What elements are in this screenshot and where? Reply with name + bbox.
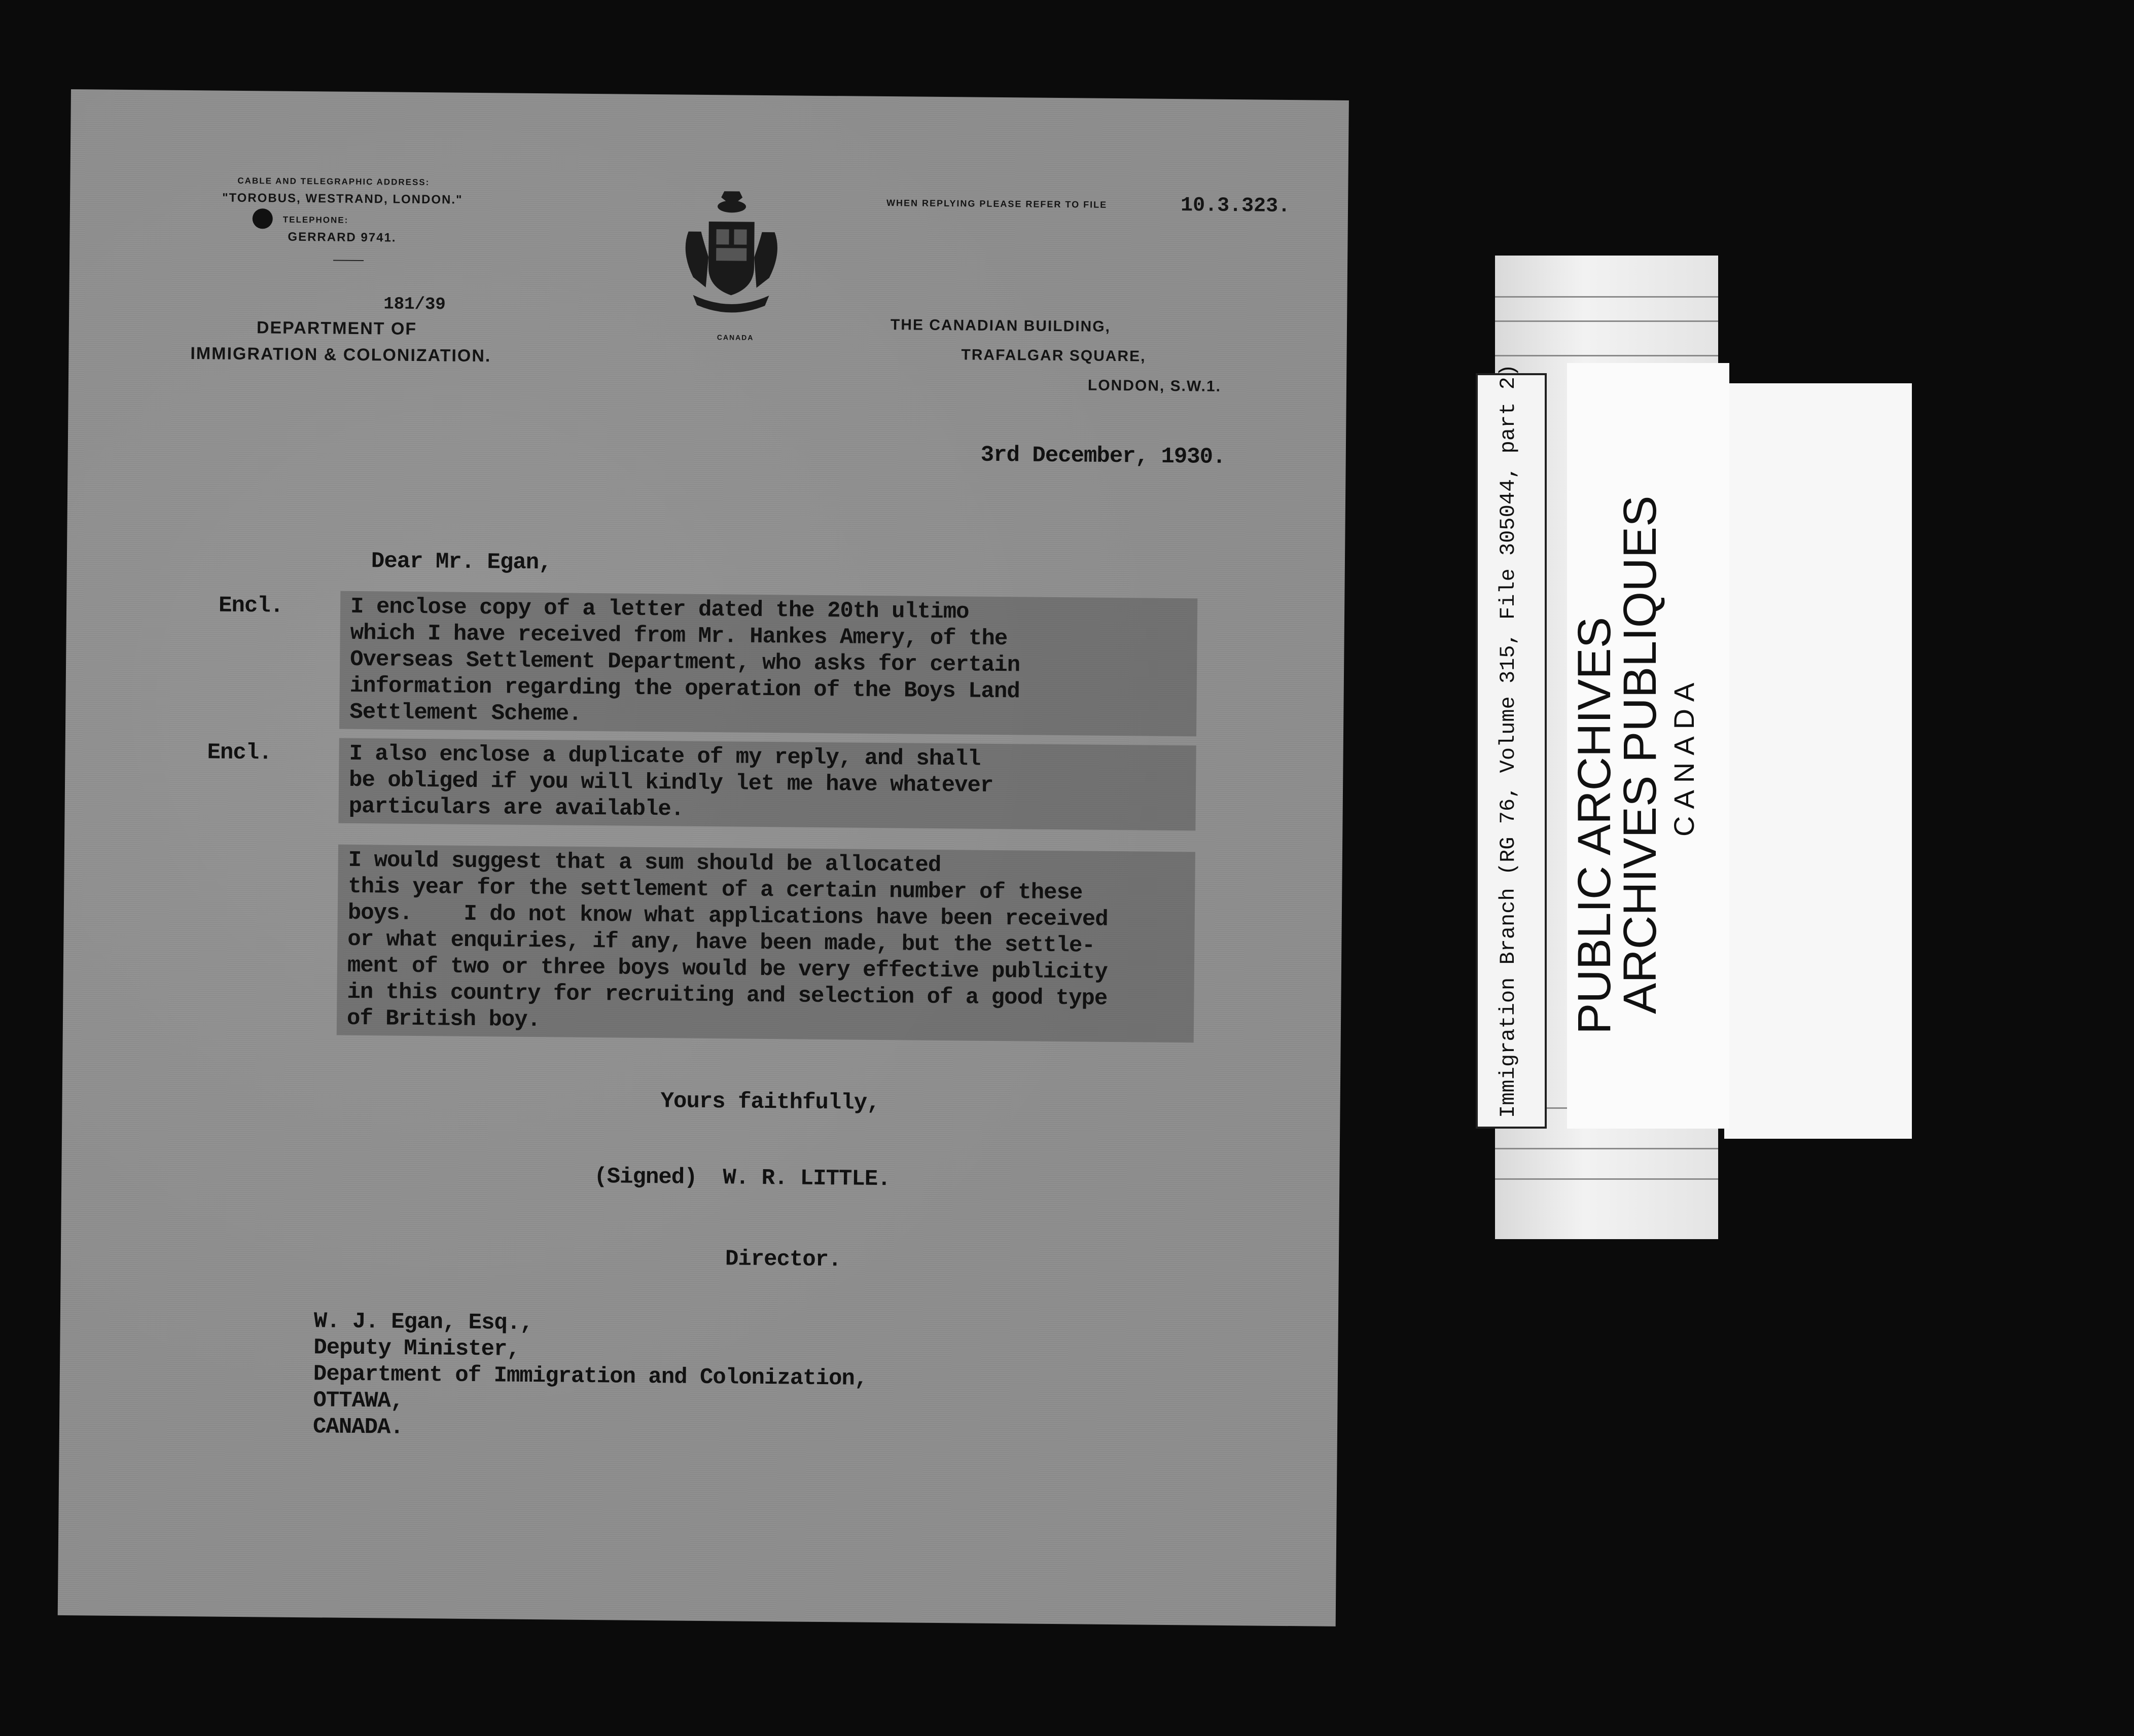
closing: Yours faithfully,: [660, 1089, 880, 1116]
crest-label: CANADA: [717, 333, 754, 342]
archives-country: CANADA: [1668, 675, 1700, 837]
cable-address-label: CABLE AND TELEGRAPHIC ADDRESS:: [237, 175, 430, 188]
file-stamp: 181/39: [383, 295, 446, 315]
letter-date: 3rd December, 1930.: [980, 442, 1226, 470]
enclosure-mark-1: Encl.: [218, 593, 283, 619]
signature: (Signed) W. R. LITTLE.: [594, 1164, 891, 1192]
address-line-3: LONDON, S.W.1.: [1087, 377, 1222, 395]
coat-of-arms-icon: [678, 186, 785, 323]
telephone-label: TELEPHONE:: [282, 214, 349, 225]
punch-hole-dot: [253, 208, 273, 229]
address-line-1: THE CANADIAN BUILDING,: [890, 316, 1111, 335]
letter-page: [58, 89, 1349, 1626]
divider-rule: [333, 260, 364, 262]
reply-file-number: 10.3.323.: [1180, 194, 1291, 218]
cable-address: "TOROBUS, WESTRAND, LONDON.": [222, 191, 463, 207]
paragraph-1: I enclose copy of a letter dated the 20th ultimo which I have received from Mr. Hankes Amery, of the Overseas Settlement Department, who asks for certain information regarding the operation of the Boys Land Settlement Scheme.: [349, 594, 1020, 727]
reply-instruction: WHEN REPLYING PLEASE REFER TO FILE: [886, 198, 1108, 210]
paragraph-2: I also enclose a duplicate of my reply, and shall be obliged if you will kindly let me have whatever particulars are available.: [348, 741, 993, 822]
telephone-number: GERRARD 9741.: [288, 230, 397, 245]
signatory-title: Director.: [725, 1246, 841, 1273]
salutation: Dear Mr. Egan,: [371, 549, 552, 576]
enclosure-mark-2: Encl.: [207, 740, 272, 766]
recipient-address: W. J. Egan, Esq., Deputy Minister, Department of Immigration and Colonization, OTTAWA, CANADA.: [312, 1309, 868, 1440]
department-line-1: DEPARTMENT OF: [256, 318, 417, 339]
archive-card: [1724, 383, 1912, 1139]
file-reference: Immigration Branch (RG 76, Volume 315, File 305044, part 2): [1496, 364, 1520, 1118]
paragraph-3: I would suggest that a sum should be allocated this year for the settlement of a certain number of these boys. I do not know what applications have been received or what enquiries, if any, have been made, but the settle- ment of two or three boys would be very effective publicity in this country for recruiting and selection of a good type of British boy.: [346, 847, 1108, 1033]
archives-line-1: PUBLIC ARCHIVES: [1569, 617, 1620, 1034]
address-line-2: TRAFALGAR SQUARE,: [961, 346, 1146, 365]
archives-line-2: ARCHIVES PUBLIQUES: [1614, 495, 1666, 1014]
department-line-2: IMMIGRATION & COLONIZATION.: [190, 344, 491, 366]
